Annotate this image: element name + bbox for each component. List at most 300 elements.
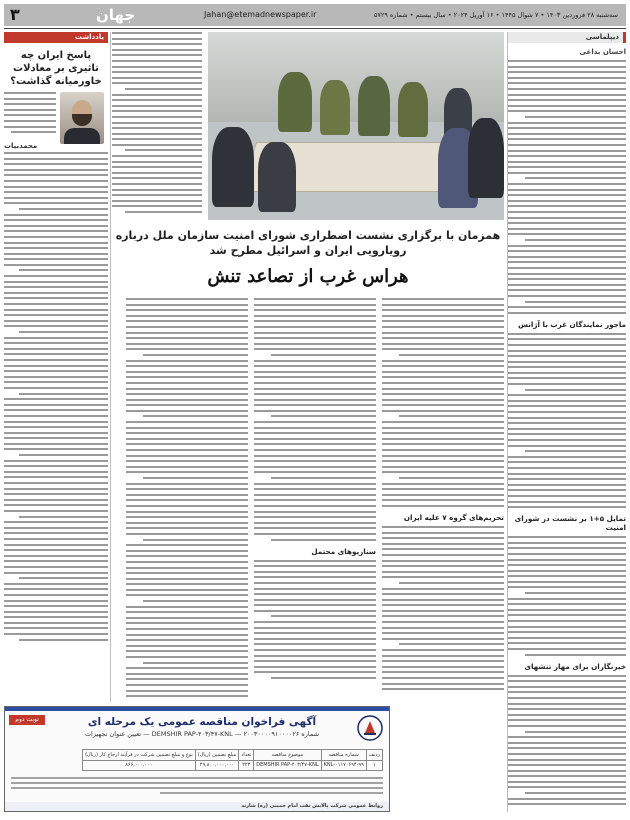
text-line <box>4 286 108 288</box>
text-line <box>508 570 626 572</box>
text-line <box>4 538 108 540</box>
text-line <box>508 194 626 196</box>
text-line <box>382 488 504 490</box>
text-line <box>143 662 248 664</box>
text-line <box>126 555 248 557</box>
text-line <box>4 275 108 277</box>
text-line <box>4 404 108 406</box>
text-line <box>271 677 376 679</box>
text-line <box>254 410 376 412</box>
text-line <box>399 354 504 356</box>
text-line <box>4 197 108 199</box>
story-headline[interactable]: هراس غرب از تصاعد تنش <box>207 266 409 287</box>
text-line <box>4 572 108 574</box>
diplomacy-subhead-2: تمایل ۵+۱ بر نشست در شورای امنیت <box>514 514 626 533</box>
text-line <box>382 343 504 345</box>
text-line <box>126 410 248 412</box>
text-line <box>126 483 248 485</box>
text-line <box>4 398 108 400</box>
text-line <box>382 421 504 423</box>
text-line <box>508 122 626 124</box>
text-line <box>254 522 376 524</box>
text-line <box>4 376 108 378</box>
text-line <box>508 781 626 783</box>
text-line <box>4 253 108 255</box>
text-line <box>126 393 248 395</box>
text-line <box>4 426 108 428</box>
text-line <box>4 437 108 439</box>
text-line <box>508 172 626 174</box>
text-line <box>508 350 626 352</box>
text-line <box>254 582 376 584</box>
text-line <box>508 478 626 480</box>
text-line <box>508 642 626 644</box>
text-line <box>112 155 202 157</box>
text-line <box>382 621 504 623</box>
header-rule <box>4 28 626 29</box>
ad-subtitle: شماره ۲۰۰۳۰۰۰۰۹۱۰۰۰۰۲۶ — DEMSHIR PAP-۴۰۳/۴۷-KNL — تعیین عنوان تجهیزات <box>84 730 320 738</box>
text-line <box>508 719 626 721</box>
text-line <box>271 539 376 541</box>
text-line <box>19 577 108 579</box>
text-line <box>4 219 108 221</box>
dateline: سه‌شنبه ۲۸ فروردین ۱۴۰۳ • ۷ شوال ۱۴۴۵ • ۱۶ آوریل ۲۰۲۴ • سال بیستم • شماره ۵۷۲۹ <box>373 11 618 19</box>
text-line <box>112 133 202 135</box>
ad-body-text <box>11 777 383 797</box>
ad-table-header: مبلغ تضمین (ریال) <box>195 750 238 761</box>
text-line <box>508 422 626 424</box>
text-line <box>4 180 108 182</box>
text-line <box>126 583 248 585</box>
text-line <box>508 217 626 219</box>
text-line <box>508 770 626 772</box>
text-line <box>382 660 504 662</box>
text-line <box>382 571 504 573</box>
text-line <box>126 315 248 317</box>
text-line <box>4 471 108 473</box>
text-line <box>508 372 626 374</box>
text-line <box>126 511 248 513</box>
text-line <box>508 467 626 469</box>
ad-table-cell: ۴۹,۸۰۰,۰۰۰,۰۰۰ <box>195 760 238 771</box>
text-line <box>382 298 504 300</box>
text-line <box>508 456 626 458</box>
text-line <box>254 488 376 490</box>
text-line <box>112 110 202 112</box>
text-line <box>112 43 202 45</box>
meeting-photo <box>208 32 504 220</box>
text-line <box>4 605 108 607</box>
text-line <box>4 314 108 316</box>
text-line <box>112 172 202 174</box>
text-line <box>254 604 376 606</box>
text-line <box>508 736 626 738</box>
text-line <box>4 214 108 216</box>
text-line <box>254 649 376 651</box>
text-line <box>143 415 248 417</box>
text-line <box>4 521 108 523</box>
diplomacy-column <box>508 32 626 812</box>
text-line <box>382 677 504 679</box>
text-line <box>508 133 626 135</box>
text-line <box>508 233 626 235</box>
text-line <box>4 549 108 551</box>
text-line <box>254 621 376 623</box>
text-line <box>508 536 626 538</box>
text-line <box>4 236 108 238</box>
text-line <box>508 411 626 413</box>
story-intro-text <box>112 32 202 220</box>
text-line <box>382 410 504 412</box>
text-line <box>508 725 626 727</box>
text-line <box>4 421 108 423</box>
text-line <box>508 786 626 788</box>
text-line <box>508 166 626 168</box>
text-line <box>4 460 108 462</box>
text-line <box>254 571 376 573</box>
opinion-column <box>4 32 108 702</box>
text-line <box>399 582 504 584</box>
text-line <box>508 445 626 447</box>
text-line <box>125 149 202 151</box>
text-line <box>126 522 248 524</box>
text-line <box>126 371 248 373</box>
text-line <box>4 158 108 160</box>
text-line <box>4 320 108 322</box>
text-line <box>254 655 376 657</box>
text-line <box>382 393 504 395</box>
text-line <box>508 289 626 291</box>
text-line <box>382 688 504 690</box>
opinion-headline[interactable]: پاسخ ایران چه تاثیری بر معادلات خاورمیانه گذاشت؟ <box>10 50 102 87</box>
text-line <box>508 183 626 185</box>
text-line <box>508 306 626 308</box>
text-line <box>254 466 376 468</box>
text-line <box>508 575 626 577</box>
text-line <box>382 576 504 578</box>
text-line <box>126 332 248 334</box>
text-line <box>254 371 376 373</box>
text-line <box>254 533 376 535</box>
text-line <box>525 239 626 241</box>
text-line <box>508 88 626 90</box>
text-line <box>254 320 376 322</box>
text-line <box>125 88 202 90</box>
ad-table-header-row <box>83 750 383 761</box>
section-title: جهان <box>96 6 136 24</box>
text-line <box>508 60 626 62</box>
text-line <box>508 77 626 79</box>
text-line <box>508 648 626 650</box>
text-line <box>126 578 248 580</box>
text-line <box>126 494 248 496</box>
text-line <box>126 348 248 350</box>
text-line <box>508 278 626 280</box>
text-line <box>112 66 202 68</box>
text-line <box>126 365 248 367</box>
text-line <box>4 337 108 339</box>
text-line <box>382 599 504 601</box>
text-line <box>382 593 504 595</box>
text-line <box>508 559 626 561</box>
text-line <box>4 281 108 283</box>
text-line <box>126 466 248 468</box>
text-line <box>382 483 504 485</box>
text-line <box>4 303 108 305</box>
text-line <box>126 695 248 697</box>
text-line <box>508 501 626 503</box>
text-line <box>508 714 626 716</box>
text-line <box>126 594 248 596</box>
text-line <box>508 697 626 699</box>
text-line <box>508 417 626 419</box>
text-line <box>126 304 248 306</box>
text-line <box>126 320 248 322</box>
text-line <box>4 560 108 562</box>
text-line <box>126 326 248 328</box>
text-line <box>382 449 504 451</box>
text-line <box>4 594 108 596</box>
text-line <box>126 471 248 473</box>
text-line <box>112 82 202 84</box>
ad-badge: نوبت دوم <box>9 715 45 725</box>
text-line <box>382 505 504 507</box>
text-line <box>112 71 202 73</box>
text-line <box>382 671 504 673</box>
text-line <box>508 66 626 68</box>
text-line <box>382 388 504 390</box>
text-line <box>508 144 626 146</box>
text-line <box>508 775 626 777</box>
text-line <box>508 161 626 163</box>
text-line <box>382 443 504 445</box>
text-line <box>382 537 504 539</box>
column-divider <box>110 32 111 702</box>
text-line <box>508 473 626 475</box>
text-line <box>4 225 108 227</box>
text-line <box>125 211 202 213</box>
text-line <box>508 295 626 297</box>
text-line <box>508 333 626 335</box>
text-line <box>508 383 626 385</box>
text-line <box>508 542 626 544</box>
text-line <box>112 194 202 196</box>
text-line <box>254 516 376 518</box>
text-line <box>126 516 248 518</box>
text-line <box>254 599 376 601</box>
text-line <box>382 399 504 401</box>
ad-table-cell: KNL-۰۱۱۷۰۶۹۴-۹۹ <box>321 760 366 771</box>
opinion-kicker: یادداشت <box>4 32 108 43</box>
text-line <box>382 460 504 462</box>
text-line <box>254 511 376 513</box>
text-line <box>254 455 376 457</box>
text-line <box>254 343 376 345</box>
text-line <box>4 510 108 512</box>
text-line <box>254 399 376 401</box>
text-line <box>382 588 504 590</box>
text-line <box>112 54 202 56</box>
text-line <box>112 205 202 207</box>
text-line <box>525 792 626 794</box>
text-line <box>399 643 504 645</box>
story-column-1 <box>382 298 504 702</box>
text-line <box>382 382 504 384</box>
tender-advertisement[interactable] <box>4 706 390 812</box>
text-line <box>382 438 504 440</box>
text-line <box>382 499 504 501</box>
text-line <box>4 493 108 495</box>
text-line <box>508 200 626 202</box>
text-line <box>382 326 504 328</box>
text-line <box>382 360 504 362</box>
text-line <box>4 611 108 613</box>
text-line <box>19 269 108 271</box>
text-line <box>4 292 108 294</box>
text-line <box>382 543 504 545</box>
text-line <box>382 376 504 378</box>
text-line <box>254 404 376 406</box>
text-line <box>382 615 504 617</box>
ad-table-header: موضوع مناقصه <box>254 750 321 761</box>
text-line <box>4 186 108 188</box>
text-line <box>126 388 248 390</box>
text-line <box>4 627 108 629</box>
text-line <box>508 742 626 744</box>
text-line <box>508 250 626 252</box>
text-line <box>254 304 376 306</box>
text-line <box>4 616 108 618</box>
story-subhead-1: تحریم‌های گروه ۷ علیه ایران <box>403 512 504 522</box>
text-line <box>382 371 504 373</box>
text-line <box>4 381 108 383</box>
text-line <box>4 448 108 450</box>
text-line <box>4 370 108 372</box>
text-line <box>19 331 108 333</box>
text-line <box>4 566 108 568</box>
text-line <box>126 449 248 451</box>
text-line <box>112 200 202 202</box>
text-line <box>254 332 376 334</box>
text-line <box>112 99 202 101</box>
text-line <box>126 438 248 440</box>
text-line <box>508 284 626 286</box>
text-line <box>4 544 108 546</box>
section-email[interactable]: Jahan@etemadnewspaper.ir <box>204 10 317 19</box>
text-line <box>508 261 626 263</box>
text-line <box>254 460 376 462</box>
text-line <box>382 655 504 657</box>
text-line <box>508 355 626 357</box>
text-line <box>126 337 248 339</box>
opinion-intro-text <box>4 92 56 138</box>
text-line <box>508 506 626 508</box>
text-line <box>4 622 108 624</box>
refinery-logo-icon <box>357 715 383 741</box>
text-line <box>508 110 626 112</box>
text-line <box>508 433 626 435</box>
text-line <box>508 99 626 101</box>
text-line <box>4 432 108 434</box>
text-line <box>4 174 108 176</box>
text-line <box>508 461 626 463</box>
text-line <box>508 71 626 73</box>
text-line <box>4 504 108 506</box>
text-line <box>4 242 108 244</box>
text-line <box>508 211 626 213</box>
text-line <box>525 177 626 179</box>
text-line <box>254 638 376 640</box>
text-line <box>508 747 626 749</box>
text-line <box>126 427 248 429</box>
story-subheadline: همزمان با برگزاری نشست اضطراری شورای امنیت سازمان ملل درباره رویارویی ایران و اسرائیل مطرح شد <box>115 229 501 257</box>
story-body <box>112 298 504 702</box>
text-line <box>382 365 504 367</box>
text-line <box>525 301 626 303</box>
text-line <box>508 394 626 396</box>
text-line <box>254 627 376 629</box>
text-line <box>4 532 108 534</box>
text-line <box>508 759 626 761</box>
text-line <box>508 803 626 805</box>
text-line <box>4 600 108 602</box>
text-line <box>508 205 626 207</box>
text-line <box>254 494 376 496</box>
text-line <box>254 560 376 562</box>
text-line <box>126 628 248 630</box>
text-line <box>126 455 248 457</box>
ad-table-cell: ۱ <box>366 760 382 771</box>
text-line <box>126 421 248 423</box>
text-line <box>508 82 626 84</box>
text-line <box>508 581 626 583</box>
text-line <box>4 202 108 204</box>
text-line <box>254 643 376 645</box>
text-line <box>508 547 626 549</box>
text-line <box>254 376 376 378</box>
text-line <box>254 326 376 328</box>
text-line <box>4 247 108 249</box>
ad-table-header: نوع و مبلغ تضمین شرکت در فرآیند ارجاع کار (ریال) <box>83 750 196 761</box>
text-line <box>254 348 376 350</box>
text-line <box>4 633 108 635</box>
ad-table-cell: DEMSHIR PAP-۴۰۳/۴۷-KNL <box>254 760 321 771</box>
text-line <box>525 592 626 594</box>
text-line <box>112 122 202 124</box>
text-line <box>112 77 202 79</box>
text-line <box>508 620 626 622</box>
text-line <box>254 388 376 390</box>
text-line <box>508 366 626 368</box>
text-line <box>508 708 626 710</box>
text-line <box>126 298 248 300</box>
text-line <box>126 505 248 507</box>
diplomacy-subhead-3: خبرنگاران برای مهار تنشهای <box>524 661 626 671</box>
text-line <box>254 471 376 473</box>
text-line <box>508 155 626 157</box>
text-line <box>382 348 504 350</box>
ad-footer: روابط عمومی شرکت پالایش نفت امام خمینی (ره) شازند <box>5 802 389 811</box>
text-line <box>143 539 248 541</box>
text-line <box>126 611 248 613</box>
text-line <box>126 499 248 501</box>
text-line <box>382 332 504 334</box>
text-line <box>126 572 248 574</box>
text-line <box>254 588 376 590</box>
text-line <box>254 527 376 529</box>
text-line <box>4 387 108 389</box>
page-number: ۳ <box>10 5 20 24</box>
